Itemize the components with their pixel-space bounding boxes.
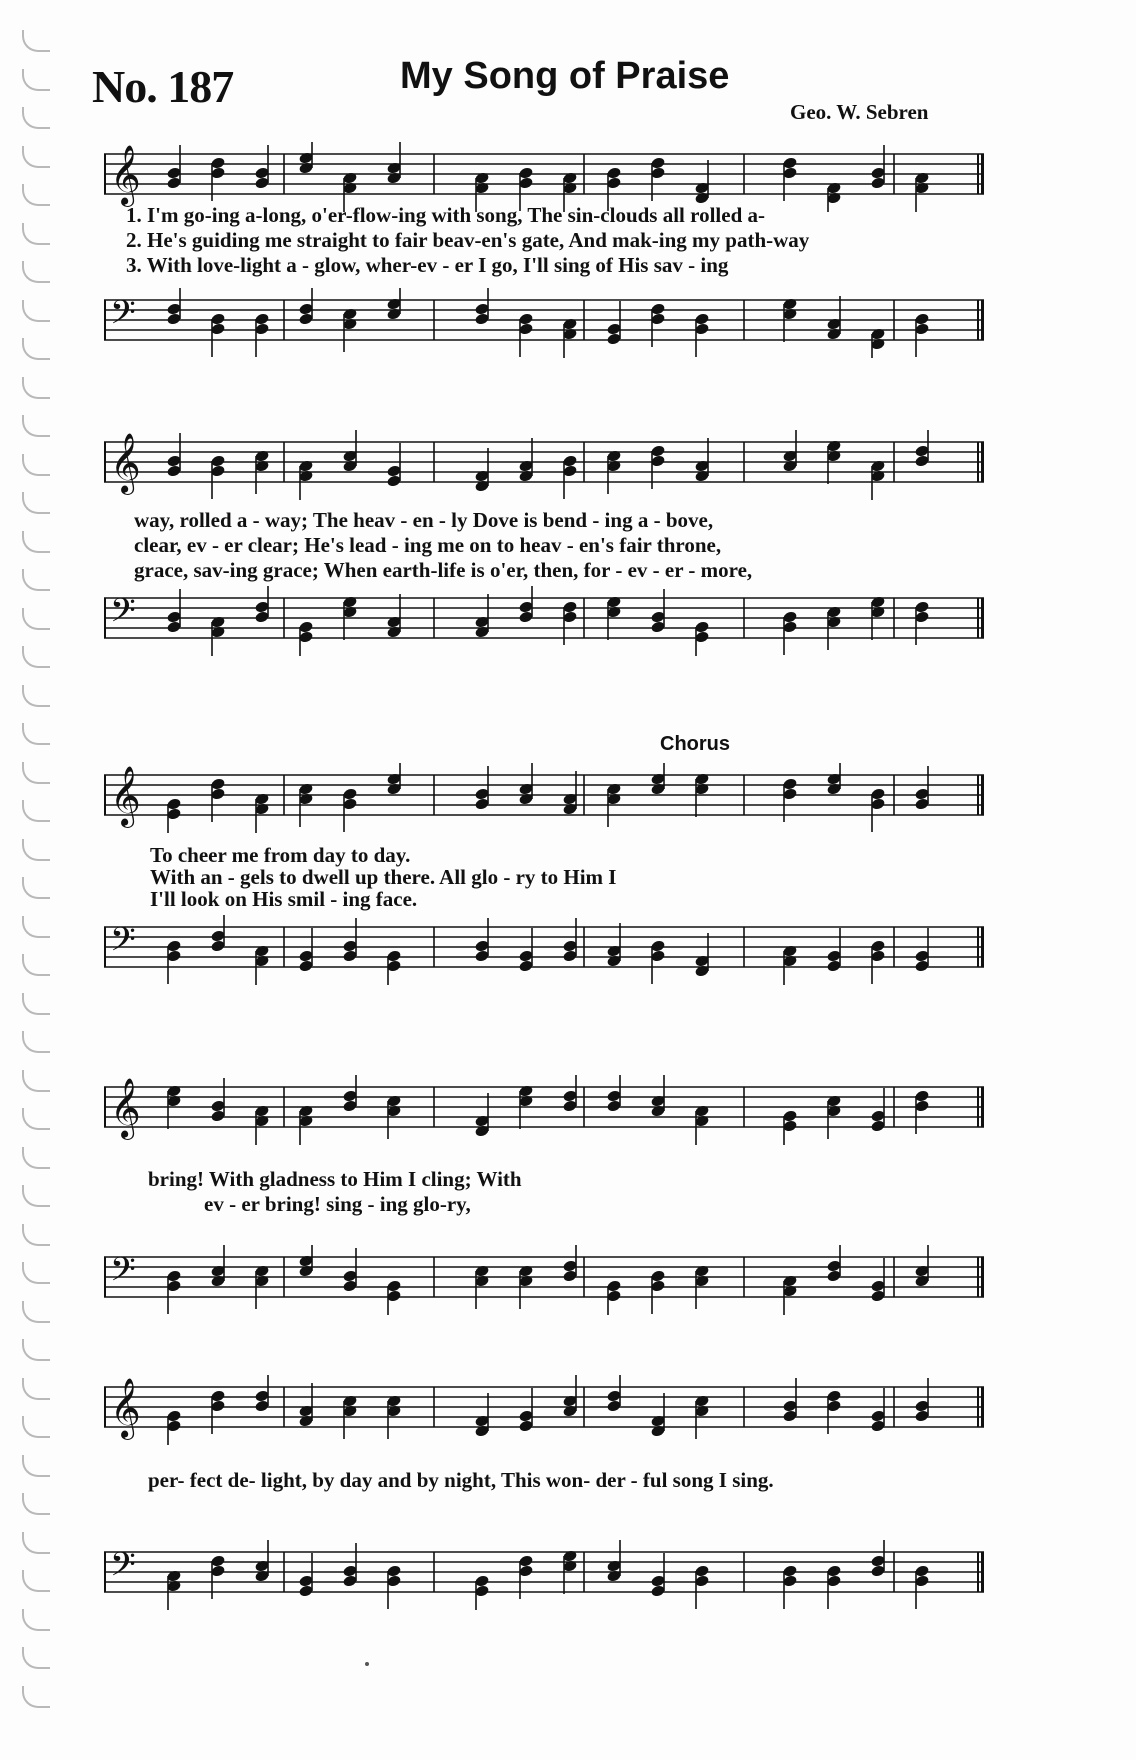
bass-clef-icon: 𝄢	[110, 592, 136, 638]
bass-clef-icon: 𝄢	[110, 294, 136, 340]
composer-credit: Geo. W. Sebren	[790, 100, 929, 124]
bass-clef-icon: 𝄢	[110, 1546, 136, 1592]
music-system-3	[104, 733, 984, 980]
treble-clef-icon: 𝄞	[110, 1378, 141, 1438]
bass-staff-lines	[104, 1540, 984, 1610]
chorus-label: Chorus	[660, 733, 730, 755]
treble-clef-icon: 𝄞	[110, 766, 141, 826]
bass-staff-lines	[104, 1245, 984, 1315]
binding-ring	[22, 223, 50, 245]
binding-ring	[22, 107, 50, 129]
binding-ring	[22, 608, 50, 630]
treble-staff	[104, 1375, 984, 1445]
binding-ring	[22, 1570, 50, 1592]
binding-ring	[22, 839, 50, 861]
binding-ring	[22, 1339, 50, 1361]
binding-ring	[22, 685, 50, 707]
spiral-binding	[22, 30, 62, 1730]
binding-ring	[22, 531, 50, 553]
binding-ring	[22, 1070, 50, 1092]
music-system-4	[104, 1065, 984, 1305]
binding-ring	[22, 338, 50, 360]
bass-staff-lines	[104, 915, 984, 985]
treble-staff	[104, 430, 984, 500]
binding-ring	[22, 646, 50, 668]
lyric-line: way, rolled a - way; The heav - en - ly Dove is bend - ing a - bove,	[134, 508, 714, 532]
lyric-line: bring! With gladness to Him I cling; With	[148, 1167, 522, 1191]
treble-staff-lines	[104, 763, 984, 833]
binding-ring	[22, 1262, 50, 1284]
lyric-line: grace, sav-ing grace; When earth-life is o'er, then, for - ev - er - more,	[134, 558, 753, 582]
binding-ring	[22, 184, 50, 206]
lyric-line: I'll look on His smil - ing face.	[150, 887, 418, 911]
lyric-line: 2. He's guiding me straight to fair beav-en's gate, And mak-ing my path-way	[126, 228, 810, 252]
binding-ring	[22, 993, 50, 1015]
binding-ring	[22, 300, 50, 322]
hymn-title: My Song of Praise	[400, 55, 730, 97]
bass-staff-lines	[104, 288, 984, 358]
page-mark	[365, 1662, 369, 1666]
binding-ring	[22, 492, 50, 514]
binding-ring	[22, 1147, 50, 1169]
lyric-line: per- fect de- light, by day and by night, This won- der - ful song I sing.	[148, 1468, 774, 1492]
bass-clef-icon: 𝄢	[110, 921, 136, 967]
binding-ring	[22, 1378, 50, 1400]
bass-staff	[104, 915, 984, 985]
bass-clef-icon: 𝄢	[110, 1251, 136, 1297]
bass-staff	[104, 586, 984, 656]
binding-ring	[22, 1647, 50, 1669]
binding-ring	[22, 1609, 50, 1631]
treble-staff	[104, 763, 984, 833]
binding-ring	[22, 916, 50, 938]
binding-ring	[22, 146, 50, 168]
treble-staff	[104, 1075, 984, 1145]
binding-ring	[22, 1416, 50, 1438]
music-system-5	[104, 1360, 984, 1630]
lyric-line: With an - gels to dwell up there. All glo - ry to Him I	[150, 865, 617, 889]
bass-staff	[104, 288, 984, 358]
treble-staff	[104, 142, 984, 212]
music-system-1	[104, 130, 984, 360]
lyric-line: clear, ev - er clear; He's lead - ing me on to heav - en's fair throne,	[134, 533, 722, 557]
binding-ring	[22, 1224, 50, 1246]
lyric-line: To cheer me from day to day.	[150, 843, 411, 867]
treble-clef-icon: 𝄞	[110, 433, 141, 493]
hymn-number: No. 187	[92, 61, 234, 112]
bass-staff-lines	[104, 586, 984, 656]
binding-ring	[22, 877, 50, 899]
binding-ring	[22, 1532, 50, 1554]
treble-clef-icon: 𝄞	[110, 145, 141, 205]
bass-staff	[104, 1540, 984, 1610]
lyric-line: 3. With love-light a - glow, wher-ev - er I go, I'll sing of His sav - ing	[126, 253, 729, 277]
treble-staff-lines	[104, 1075, 984, 1145]
binding-ring	[22, 415, 50, 437]
binding-ring	[22, 762, 50, 784]
binding-ring	[22, 1031, 50, 1053]
binding-ring	[22, 954, 50, 976]
binding-ring	[22, 723, 50, 745]
binding-ring	[22, 1686, 50, 1708]
binding-ring	[22, 1185, 50, 1207]
bass-staff	[104, 1245, 984, 1315]
treble-clef-icon: 𝄞	[110, 1078, 141, 1138]
binding-ring	[22, 377, 50, 399]
binding-ring	[22, 800, 50, 822]
binding-ring	[22, 1108, 50, 1130]
lyric-line: 1. I'm go-ing a-long, o'er-flow-ing with song, The sin-clouds all rolled a-	[126, 203, 765, 227]
binding-ring	[22, 1493, 50, 1515]
treble-staff-lines	[104, 1375, 984, 1445]
treble-staff-lines	[104, 430, 984, 500]
music-system-2	[104, 410, 984, 650]
binding-ring	[22, 261, 50, 283]
treble-staff-lines	[104, 142, 984, 212]
binding-ring	[22, 69, 50, 91]
binding-ring	[22, 1301, 50, 1323]
binding-ring	[22, 30, 50, 52]
binding-ring	[22, 1455, 50, 1477]
binding-ring	[22, 569, 50, 591]
lyric-line: ev - er bring! sing - ing glo-ry,	[204, 1192, 471, 1216]
binding-ring	[22, 454, 50, 476]
